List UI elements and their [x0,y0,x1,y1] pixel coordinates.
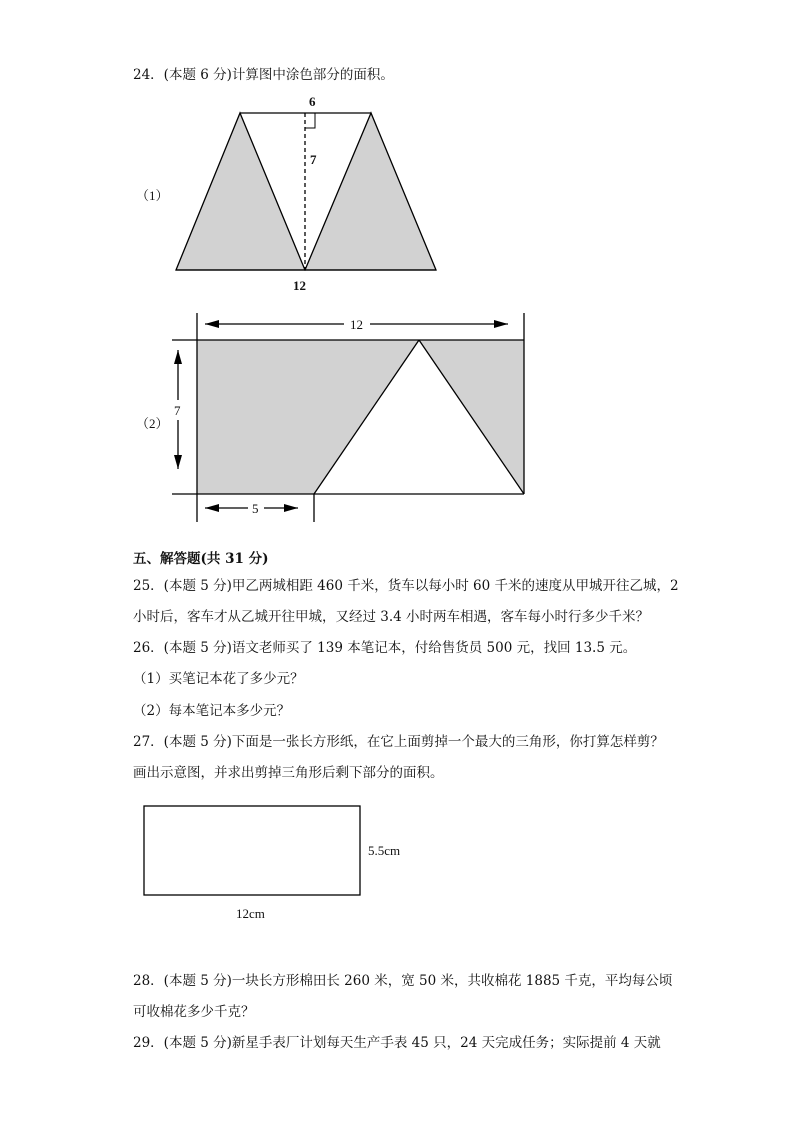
fig2-label: （2） [136,416,169,431]
fig1-height-label: 7 [310,152,317,167]
fig2-left-seg-arrow-right-head [284,504,298,512]
q27-line-1: 27．(本题 5 分)下面是一张长方形纸，在它上面剪掉一个最大的三角形，你打算怎样剪？ [133,734,664,750]
section-5-heading: 五、解答题(共 31 分) [133,551,269,567]
q27-height-label: 5.5cm [368,843,401,858]
q28-line-2: 可收棉花多少千克？ [133,1004,255,1020]
q27-line-2: 画出示意图，并求出剪掉三角形后剩下部分的面积。 [133,765,444,781]
q25-line-2: 小时后，客车才从乙城开往甲城，又经过 3.4 小时两车相遇，客车每小时行多少千米？ [133,609,650,625]
q24-title: 24．(本题 6 分)计算图中涂色部分的面积。 [133,67,394,83]
fig2-width-arrow-left-head [205,320,219,328]
q27-figure [144,806,400,921]
q27-width-label: 12cm [236,906,265,921]
figure-1 [136,94,436,293]
fig1-right-shaded-triangle [305,113,436,270]
fig1-right-angle-mark [305,113,315,128]
q26-sub-1: （1）买笔记本花了多少元？ [133,671,304,687]
q26-sub-2: （2）每本笔记本多少元？ [133,703,291,719]
q28-line-1: 28．(本题 5 分)一块长方形棉田长 260 米，宽 50 米，共收棉花 1885 千克，平均每公顷 [133,973,673,989]
q29-line-1: 29．(本题 5 分)新星手表厂计划每天生产手表 45 只，24 天完成任务；实际提前 4 天就 [133,1035,661,1051]
q25-line-1: 25．(本题 5 分)甲乙两城相距 460 千米，货车以每小时 60 千米的速度从甲城开往乙城，2 [133,578,679,594]
fig1-left-shaded-triangle [176,113,305,270]
figure-2 [136,313,524,522]
fig1-bottom-label: 12 [293,278,306,293]
fig1-label: （1） [136,188,169,203]
fig2-left-seg-arrow-left-head [205,504,219,512]
q27-rectangle [144,806,360,895]
fig2-width-label: 12 [350,317,363,332]
q26-line-1: 26．(本题 5 分)语文老师买了 139 本笔记本，付给售货员 500 元，找回 13.5 元。 [133,640,637,656]
fig2-height-label: 7 [174,403,181,418]
fig2-shaded-left-region [197,340,419,494]
fig2-left-seg-label: 5 [252,501,259,516]
fig2-height-arrow-down-head [174,455,182,469]
fig2-width-arrow-right-head [494,320,508,328]
fig1-top-label: 6 [309,94,316,109]
fig2-height-arrow-up-head [174,350,182,364]
